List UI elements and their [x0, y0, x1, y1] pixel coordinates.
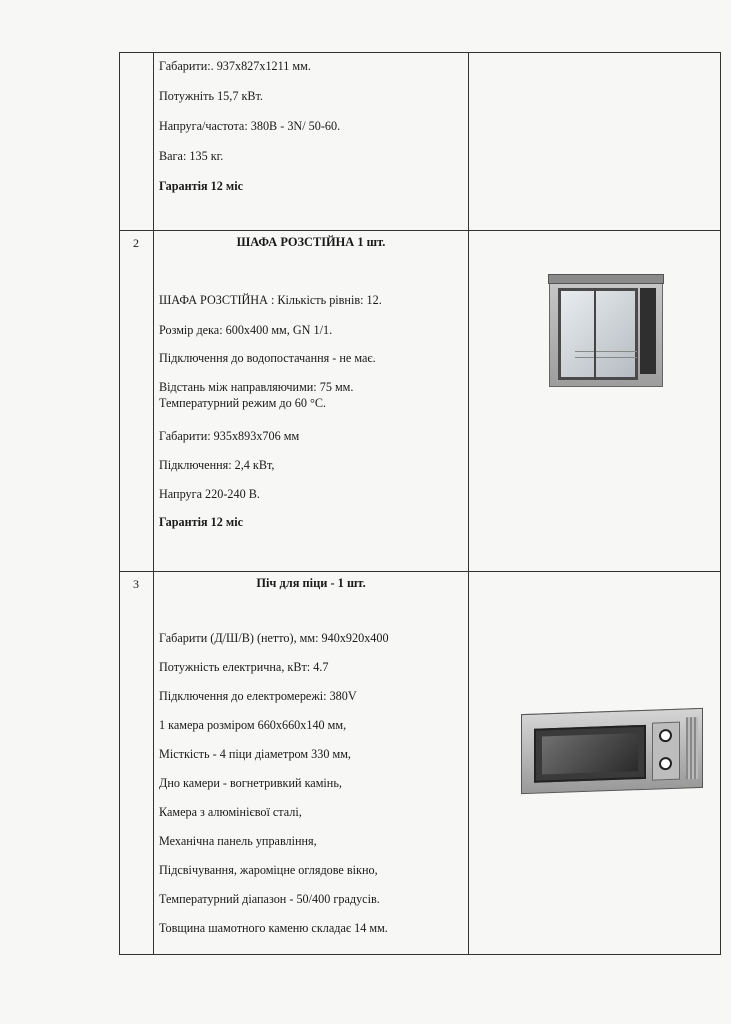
spec-line: Підключення: 2,4 кВт,: [159, 458, 275, 472]
spec-line: Підключення до електромережі: 380V: [159, 689, 357, 703]
spec-line: 1 камера розміром 660x660x140 мм,: [159, 718, 347, 732]
table-row: [120, 53, 721, 231]
spec-line: Товщина шамотного каменю складає 14 мм.: [159, 921, 388, 935]
proofing-cabinet-image: [549, 277, 663, 387]
spec-line: Підключення до водопостачання - не має.: [159, 351, 376, 365]
table-row: [120, 231, 721, 572]
spec-line: Вага: 135 кг.: [159, 149, 224, 163]
item-title: Піч для піци - 1 шт.: [256, 576, 366, 590]
image-cell: [469, 231, 721, 572]
item-title: ШАФА РОЗСТІЙНА 1 шт.: [236, 235, 386, 249]
row-number-cell: 3: [120, 572, 154, 955]
spec-line: Дно камери - вогнетривкий камінь,: [159, 776, 342, 790]
description-cell: [154, 53, 469, 231]
spec-line: Температурний режим до 60 °С.: [159, 396, 327, 410]
description-cell: [154, 231, 469, 572]
row-number-cell: [120, 53, 154, 231]
description-cell: [154, 572, 469, 955]
warranty-line: Гарантія 12 міс: [159, 179, 244, 193]
equipment-spec-table: [119, 52, 721, 955]
spec-line: Габарити: 935х893х706 мм: [159, 429, 300, 443]
spec-line: Місткість - 4 піци діаметром 330 мм,: [159, 747, 351, 761]
row-number-cell: 2: [120, 231, 154, 572]
spec-line: Розмір дека: 600x400 мм, GN 1/1.: [159, 323, 333, 337]
spec-line: Відстань між направляючими: 75 мм.: [159, 380, 354, 394]
spec-line: Напруга 220-240 В.: [159, 487, 260, 501]
warranty-line: Гарантія 12 міс: [159, 515, 244, 529]
table-row: [120, 572, 721, 955]
spec-line: Механічна панель управління,: [159, 834, 317, 848]
pizza-oven-image: [521, 708, 703, 794]
spec-line: Напруга/частота: 380В - 3N/ 50-60.: [159, 119, 341, 133]
spec-line: ШАФА РОЗСТІЙНА : Кількість рівнів: 12.: [159, 293, 382, 307]
spec-line: Потужніть 15,7 кВт.: [159, 89, 263, 103]
spec-line: Потужність електрична, кВт: 4.7: [159, 660, 329, 674]
spec-line: Габарити (Д/Ш/В) (нетто), мм: 940х920х400: [159, 631, 389, 645]
spec-line: Підсвічування, жароміцне оглядове вікно,: [159, 863, 378, 877]
spec-line: Температурний діапазон - 50/400 градусів.: [159, 892, 380, 906]
spec-line: Камера з алюмінієвої сталі,: [159, 805, 302, 819]
image-cell: [469, 53, 721, 231]
spec-line: Габарити:. 937х827х1211 мм.: [159, 59, 311, 73]
image-cell: [469, 572, 721, 955]
